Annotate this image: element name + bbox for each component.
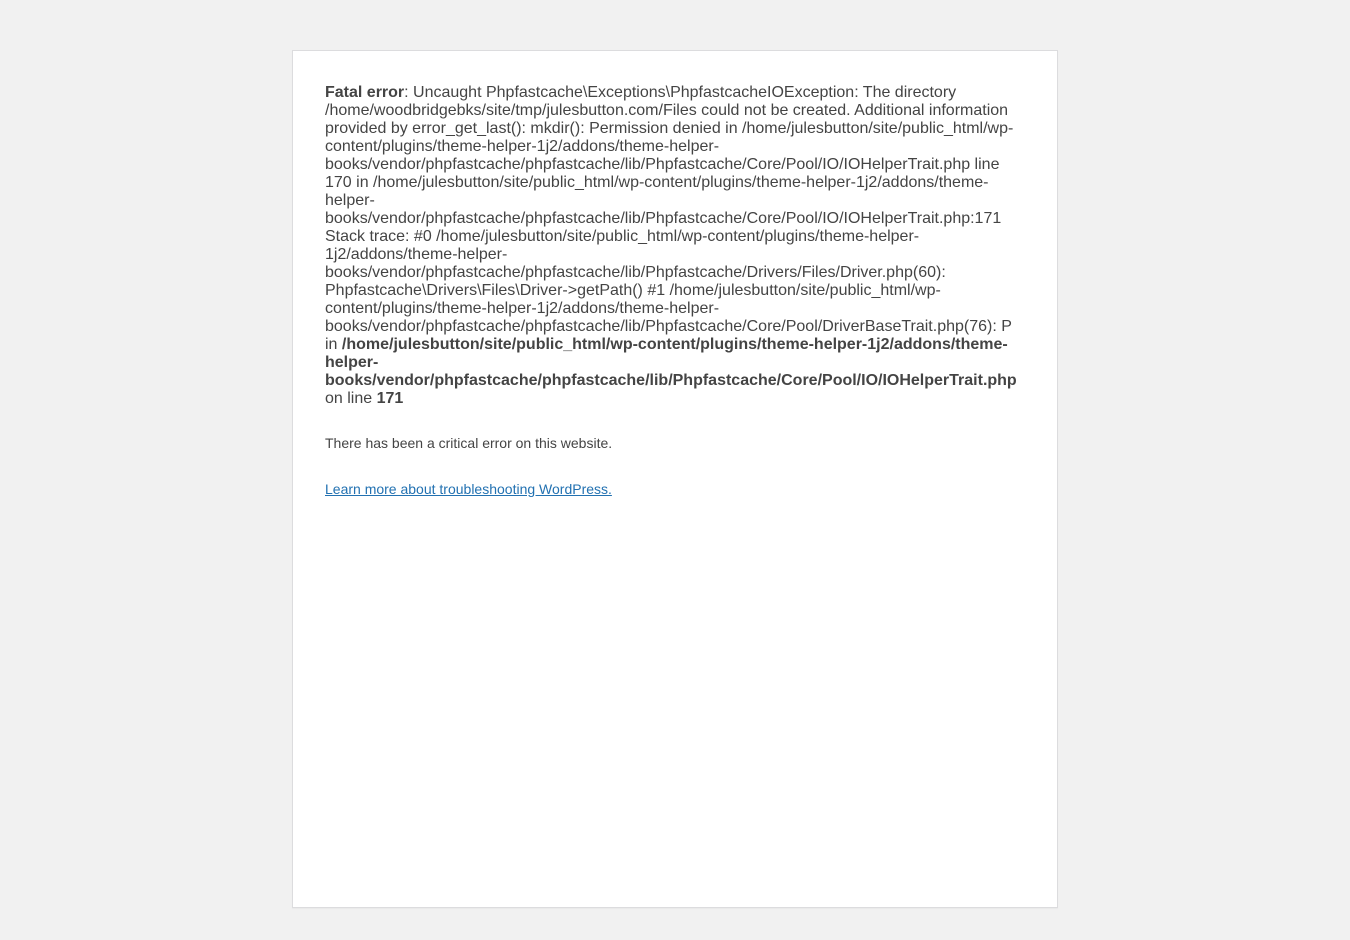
fatal-error-label: Fatal error	[325, 84, 405, 101]
error-on-line-label: on line	[325, 390, 377, 407]
fatal-error-details: : Uncaught Phpfastcache\Exceptions\PhpfastcacheIOException: The directory /home/woodbridgebks/site/tmp/julesbutton.com/Files could not be created. Additional information provided by error_get_last(): mkdir(): Permission denied in /home/julesbutton/site/public_html/wp-content/plugins/theme-helper-1j2/addons/theme-helper-books/vendor/phpfastcache/phpfastcache/lib/Phpfastcache/Core/Pool/IO/IOHelperTrait.php line 170 in /home/julesbutton/site/public_html/wp-content/plugins/theme-helper-1j2/addons/theme-helper-books/vendor/phpfastcache/phpfastcache/lib/Phpfastcache/Core/Pool/IO/IOHelperTrait.php:171 Stack trace: #0 /home/julesbutton/site/public_html/wp-content/plugins/theme-helper-1j2/addons/theme-helper-books/vendor/phpfastcache/phpfastcache/lib/Phpfastcache/Drivers/Files/Driver.php(60): Phpfastcache\Drivers\Files\Driver->getPath() #1 /home/julesbutton/site/public_html/wp-content/plugins/theme-helper-1j2/addons/theme-helper-books/vendor/phpfastcache/phpfastcache/lib/Phpfastcache/Core/Pool/DriverBaseTrait.php(76): P	[325, 84, 1014, 335]
error-in-label: in	[325, 336, 342, 353]
fatal-error-message	[325, 84, 1025, 408]
error-file-path: /home/julesbutton/site/public_html/wp-content/plugins/theme-helper-1j2/addons/theme-helper-books/vendor/phpfastcache/phpfastcache/lib/Phpfastcache/Core/Pool/IO/IOHelperTrait.php	[325, 336, 1017, 389]
error-panel	[292, 50, 1058, 908]
error-line-number: 171	[376, 390, 404, 407]
critical-error-notice: There has been a critical error on this website.	[325, 435, 613, 451]
troubleshooting-link[interactable]: Learn more about troubleshooting WordPress.	[325, 481, 612, 497]
